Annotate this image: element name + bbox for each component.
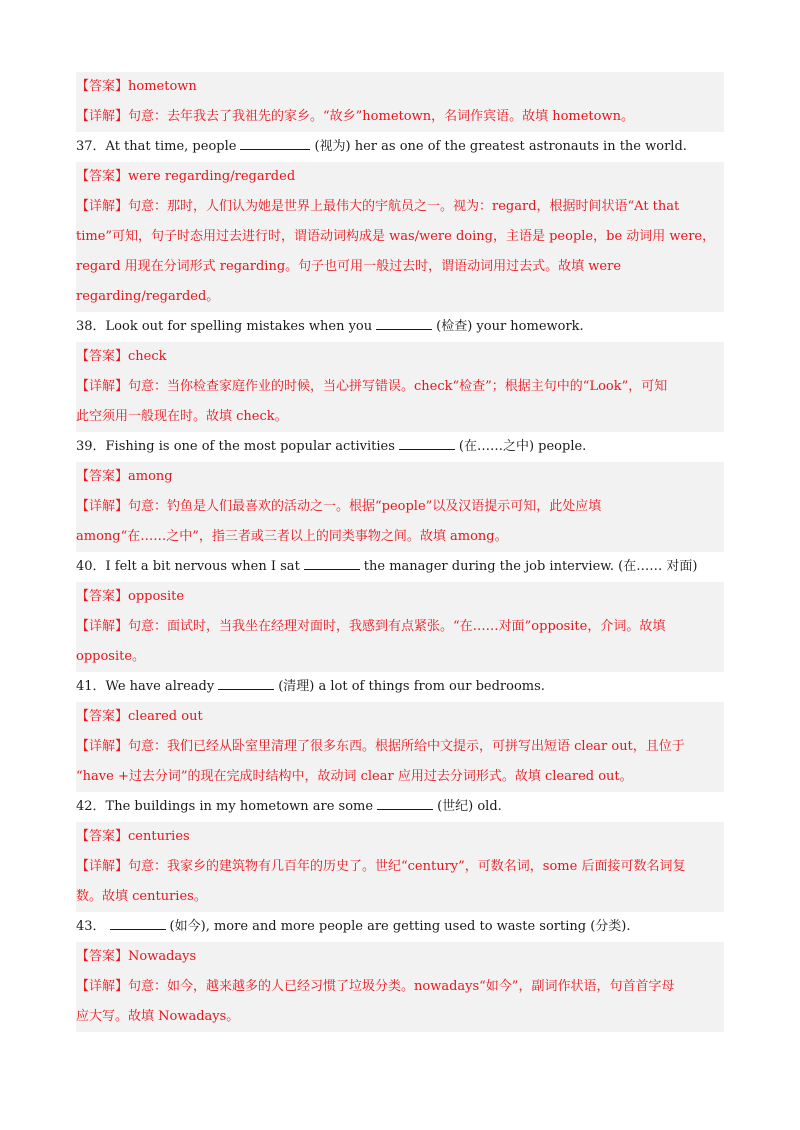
explanation-38-line-1: 【详解】句意：当你检查家庭作业的时候，当心拼写错误。check“检查”；根据主句中的“Look”，可知 [76, 379, 668, 394]
answer-43: 【答案】Nowadays [76, 949, 197, 964]
answer-box-41 [76, 702, 724, 792]
answer-blank [240, 135, 310, 150]
answer-blank [399, 435, 455, 450]
content-area [76, 72, 724, 1032]
explanation-41-line-1: 【详解】句意：我们已经从卧室里清理了很多东西。根据所给中文提示，可拼写出短语 clear out，且位于 [76, 739, 685, 754]
explanation-40-line-2: opposite。 [76, 649, 146, 664]
answer-box-40 [76, 582, 724, 672]
explanation-42-line-1: 【详解】句意：我家乡的建筑物有几百年的历史了。世纪“century”，可数名词，some 后面接可数名词复 [76, 859, 686, 874]
question-41: 41．We have already (清理) a lot of things from our bedrooms. [76, 672, 724, 702]
explanation-37-line-4: regarding/regarded。 [76, 289, 220, 304]
explanation-42-line-2: 数。故填 centuries。 [76, 889, 207, 904]
answer-box-42 [76, 822, 724, 912]
answer-box-36 [76, 72, 724, 132]
answer-blank [218, 675, 274, 690]
question-38: 38．Look out for spelling mistakes when you (检查) your homework. [76, 312, 724, 342]
answer-39: 【答案】among [76, 469, 173, 484]
explanation-41-line-2: “have +过去分词”的现在完成时结构中，故动词 clear 应用过去分词形式。故填 cleared out。 [76, 769, 633, 784]
answer-36: 【答案】hometown [76, 79, 197, 94]
answer-40: 【答案】opposite [76, 589, 185, 604]
answer-41: 【答案】cleared out [76, 709, 203, 724]
answer-box-37 [76, 162, 724, 312]
question-40: 40．I felt a bit nervous when I sat the manager during the job interview. (在…… 对面) [76, 552, 724, 582]
question-42: 42．The buildings in my hometown are some (世纪) old. [76, 792, 724, 822]
answer-box-39 [76, 462, 724, 552]
answer-blank [304, 555, 360, 570]
question-37: 37．At that time, people (视为) her as one of the greatest astronauts in the world. [76, 132, 724, 162]
question-39: 39．Fishing is one of the most popular activities (在……之中) people. [76, 432, 724, 462]
answer-37: 【答案】were regarding/regarded [76, 169, 296, 184]
explanation-36-line-1: 【详解】句意：去年我去了我祖先的家乡。“故乡”hometown，名词作宾语。故填 hometown。 [76, 109, 634, 124]
question-43: 43． (如今), more and more people are getting used to waste sorting (分类). [76, 912, 724, 942]
explanation-38-line-2: 此空须用一般现在时。故填 check。 [76, 409, 288, 424]
explanation-43-line-2: 应大写。故填 Nowadays。 [76, 1009, 240, 1024]
explanation-37-line-3: regard 用现在分词形式 regarding。句子也可用一般过去时，谓语动词用过去式。故填 were [76, 259, 622, 274]
explanation-37-line-1: 【详解】句意：那时，人们认为她是世界上最伟大的宇航员之一。视为：regard，根据时间状语“At that [76, 199, 680, 214]
answer-box-43 [76, 942, 724, 1032]
explanation-43-line-1: 【详解】句意：如今，越来越多的人已经习惯了垃圾分类。nowadays“如今”，副词作状语，句首首字母 [76, 979, 675, 994]
answer-blank [110, 915, 166, 930]
answer-38: 【答案】check [76, 349, 167, 364]
answer-blank [376, 315, 432, 330]
explanation-37-line-2: time”可知，句子时态用过去进行时，谓语动词构成是 was/were doing，主语是 people，be 动词用 were， [76, 229, 716, 244]
answer-42: 【答案】centuries [76, 829, 190, 844]
answer-blank [377, 795, 433, 810]
explanation-39-line-2: among“在……之中”，指三者或三者以上的同类事物之间。故填 among。 [76, 529, 508, 544]
explanation-40-line-1: 【详解】句意：面试时，当我坐在经理对面时，我感到有点紧张。“在……对面”opposite，介词。故填 [76, 619, 666, 634]
answer-box-38 [76, 342, 724, 432]
explanation-39-line-1: 【详解】句意：钓鱼是人们最喜欢的活动之一。根据“people”以及汉语提示可知，此处应填 [76, 499, 602, 514]
